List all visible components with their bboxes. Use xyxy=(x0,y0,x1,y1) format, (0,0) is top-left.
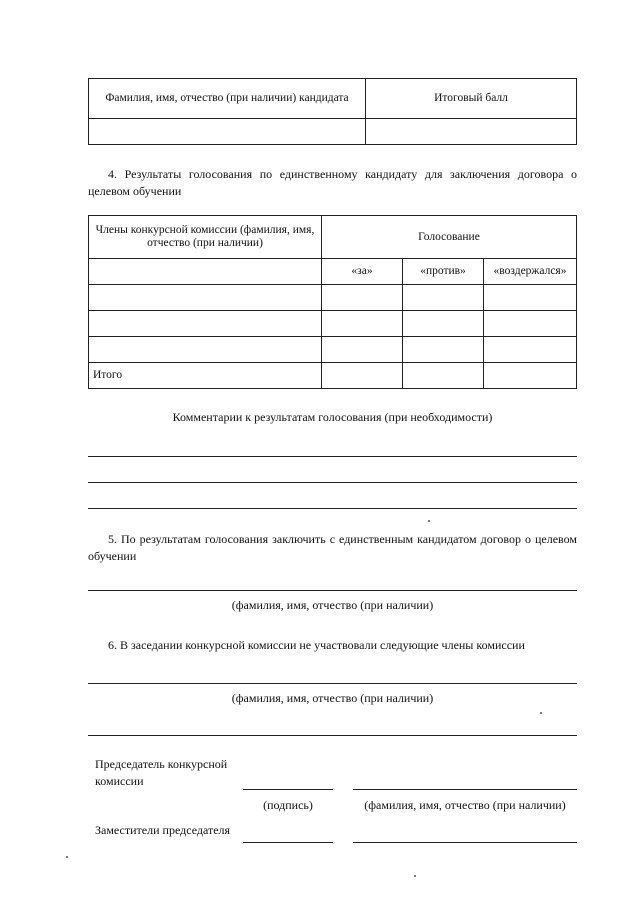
table-cell xyxy=(403,363,484,389)
name-caption: (фамилия, имя, отчество (при наличии) xyxy=(364,798,566,812)
table-cell xyxy=(484,311,577,337)
comment-line xyxy=(88,456,577,457)
table-cell xyxy=(322,363,403,389)
table-cell xyxy=(484,363,577,389)
absent-members-line-2 xyxy=(88,735,577,736)
candidate-name-cell xyxy=(89,119,366,145)
deputy-signature-line xyxy=(243,842,333,843)
for-header: «за» xyxy=(322,259,403,285)
abstained-header: «воздержался» xyxy=(484,259,577,285)
total-score-header: Итоговый балл xyxy=(366,79,577,119)
table-cell xyxy=(403,337,484,363)
deputy-name-line xyxy=(353,842,577,843)
absent-members-line xyxy=(88,683,577,684)
voting-table xyxy=(88,215,577,389)
scan-speck xyxy=(428,520,430,522)
scan-speck xyxy=(66,856,68,858)
comments-label: Комментарии к результатам голосования (при необходимости) xyxy=(172,410,493,424)
table-cell xyxy=(322,337,403,363)
table-cell xyxy=(89,285,322,311)
table-cell xyxy=(403,311,484,337)
total-label: Итого xyxy=(89,363,322,389)
table-cell xyxy=(484,285,577,311)
candidate-name-line xyxy=(88,590,577,591)
table-cell xyxy=(322,285,403,311)
comment-line xyxy=(88,508,577,509)
table-cell xyxy=(322,311,403,337)
deputies-label: Заместители председателя xyxy=(95,823,231,837)
candidate-name-caption: (фамилия, имя, отчество (при наличии) xyxy=(231,598,434,612)
members-subheader-cell xyxy=(89,259,322,285)
members-header: Члены конкурсной комиссии (фамилия, имя, отчество (при наличии) xyxy=(89,216,322,259)
chairman-name-line xyxy=(353,789,577,790)
total-score-cell xyxy=(366,119,577,145)
absent-members-caption: (фамилия, имя, отчество (при наличии) xyxy=(231,691,434,705)
chairman-signature-line xyxy=(243,789,333,790)
scan-speck xyxy=(414,875,416,877)
scan-speck xyxy=(540,712,542,714)
candidate-score-table xyxy=(88,78,577,145)
comment-line xyxy=(88,482,577,483)
table-cell xyxy=(484,337,577,363)
candidate-name-header: Фамилия, имя, отчество (при наличии) кандидата xyxy=(89,79,366,119)
table-cell xyxy=(89,337,322,363)
chairman-label: Председатель конкурсной комиссии xyxy=(95,757,228,788)
table-cell xyxy=(89,311,322,337)
section-6-text: 6. В заседании конкурсной комиссии не участвовали следующие члены комиссии xyxy=(108,638,525,652)
voting-header: Голосование xyxy=(322,216,577,259)
against-header: «против» xyxy=(403,259,484,285)
table-cell xyxy=(403,285,484,311)
section-4-text: 4. Результаты голосования по единственному кандидату для заключения договора о целевом обучении xyxy=(88,167,577,198)
section-5-text: 5. По результатам голосования заключить с единственным кандидатом договор о целевом обучении xyxy=(88,532,577,563)
signature-caption: (подпись) xyxy=(263,798,313,812)
